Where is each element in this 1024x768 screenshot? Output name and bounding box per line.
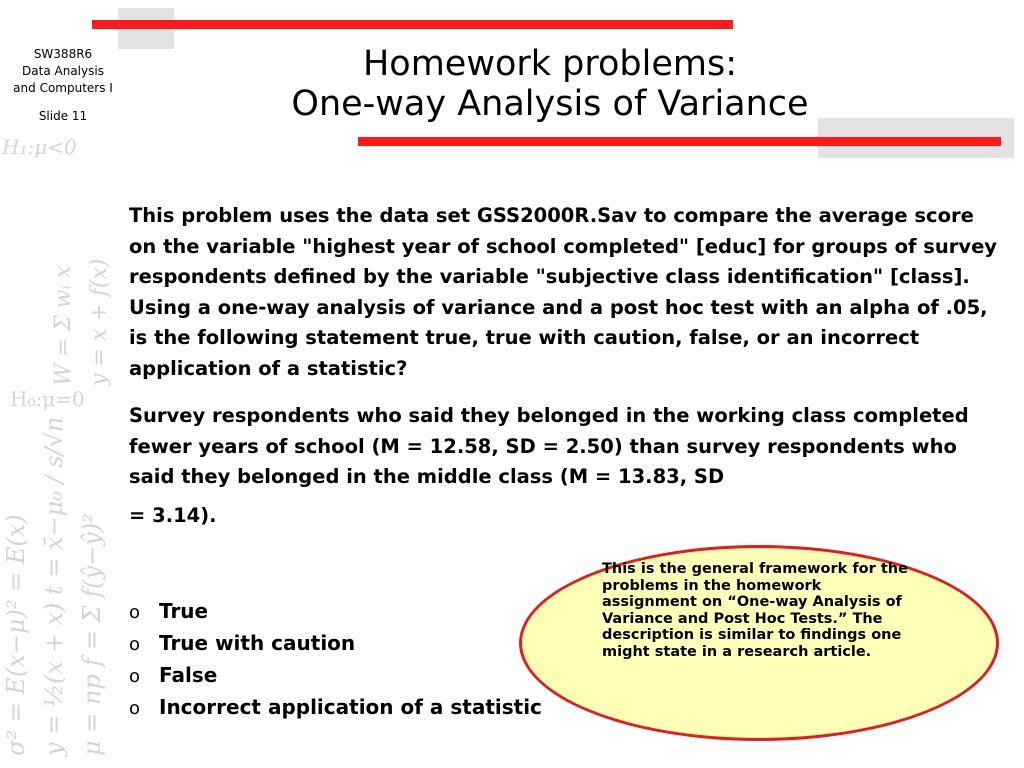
- decorative-red-bar-top: [92, 20, 733, 29]
- formula-watermark-graphic: [2, 136, 120, 768]
- callout-note: This is the general framework for the problems in the homework assignment on “One-way Analysis of Variance and Post Hoc Tests.” The description is similar to findings one might state in a research article.: [602, 561, 908, 660]
- statement-paragraph: [129, 401, 1004, 531]
- bullet-icon: o: [129, 634, 141, 655]
- course-name-line1: Data Analysis: [22, 64, 104, 78]
- bullet-icon: o: [129, 666, 141, 687]
- course-name-line2: and Computers I: [13, 81, 113, 95]
- answer-option: [129, 660, 542, 692]
- slide-title: [230, 44, 870, 124]
- bullet-icon: o: [129, 602, 141, 623]
- svg-text:μ = np f = Σ f(ŷ−ŷ)²: μ = np f = Σ f(ŷ−ŷ)²: [78, 513, 106, 756]
- svg-text:y = ½(x + x) t = x̄−μ₀ / s/√n: y = ½(x + x) t = x̄−μ₀ / s/√n: [40, 416, 68, 756]
- answer-options-list: [129, 596, 542, 724]
- bullet-icon: o: [129, 698, 141, 719]
- svg-text:H₁:μ<0: H₁:μ<0: [2, 136, 77, 159]
- answer-option: [129, 628, 542, 660]
- decorative-formula-strip: [2, 136, 120, 768]
- course-code: SW388R6: [33, 47, 93, 61]
- svg-text:H₀:μ=0: H₀:μ=0: [10, 387, 85, 411]
- course-label: [0, 46, 126, 125]
- answer-option: [129, 692, 542, 724]
- svg-text:σ² = E(x−μ)² = E(x): σ² = E(x−μ)² = E(x): [2, 514, 30, 756]
- problem-body: [129, 201, 1004, 531]
- statement-text-end: = 3.14).: [129, 503, 217, 527]
- slide-title-line1: Homework problems:: [362, 44, 738, 84]
- statement-text: Survey respondents who said they belonged in the working class completed fewer years of school (M = 12.58, SD = 2.50) than survey respondents who said they belonged in the middle class (M = 13.83, SD: [129, 404, 969, 488]
- svg-text:y = x + f(x): y = x + f(x): [87, 258, 112, 386]
- answer-option-label: True with caution: [159, 631, 356, 655]
- slide-title-line2: One-way Analysis of Variance: [291, 84, 809, 124]
- svg-text:W = Σ wᵢ x: W = Σ wᵢ x: [51, 265, 76, 386]
- answer-option: [129, 596, 542, 628]
- answer-option-label: True: [159, 599, 209, 623]
- answer-option-label: False: [159, 663, 218, 687]
- decorative-red-bar-bottom: [358, 137, 1001, 146]
- answer-option-label: Incorrect application of a statistic: [159, 695, 542, 719]
- problem-paragraph: This problem uses the data set GSS2000R.Sav to compare the average score on the variable "highest year of school completed" [educ] for groups of survey respondents defined by the variable "subjective class identification" [class]. Using a one-way analysis of variance and a post hoc test with an alpha of .05, is the following statement true, true with caution, false, or an incorrect application of a statistic?: [129, 204, 998, 380]
- slide-number: Slide 11: [38, 109, 88, 123]
